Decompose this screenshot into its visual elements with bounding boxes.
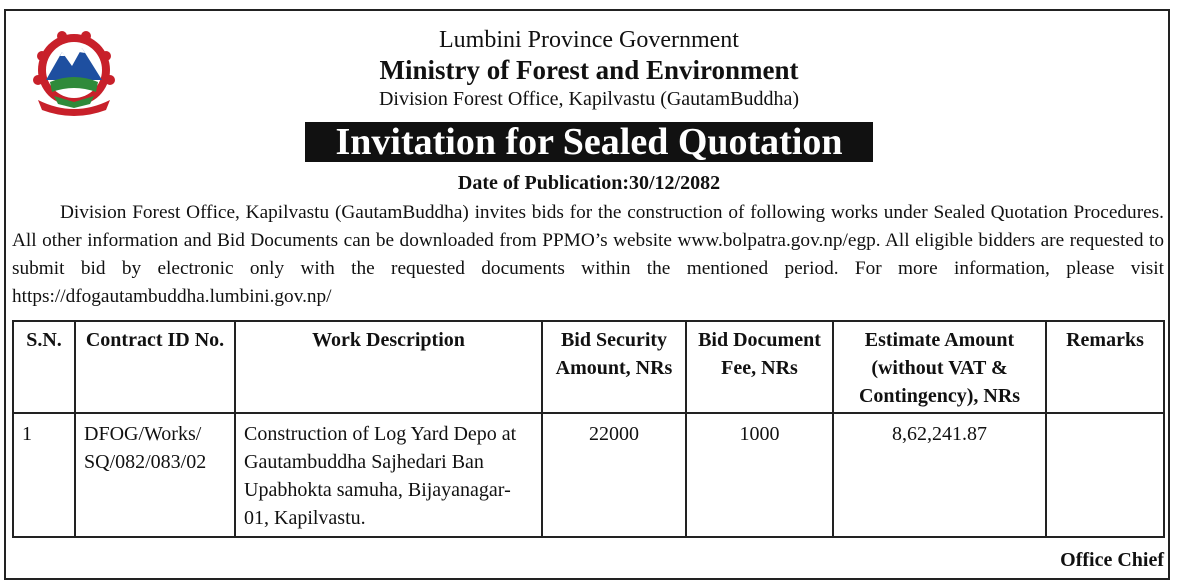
header-bid-document-fee: Bid Document Fee, NRs (686, 321, 833, 413)
notice-body-text: Division Forest Office, Kapilvastu (GautamBuddha) invites bids for the construction of following works under Sealed Quotation Procedures. All other information and Bid Documents can be downloaded from PPMO’s website www.bolpatra.gov.np/egp. All eligible bidders are requested to submit bid by electronic only with the requested documents within the mentioned period. For more information, please visit https://dfogautambuddha.lumbini.gov.np/ (12, 202, 1164, 307)
notice-title: Invitation for Sealed Quotation (305, 122, 873, 162)
cell-estimate-amount: 8,62,241.87 (833, 413, 1046, 537)
table-row (13, 413, 1164, 537)
cell-sn: 1 (13, 413, 75, 537)
cell-bid-document-fee: 1000 (686, 413, 833, 537)
notice-body (12, 199, 1164, 311)
cell-work-description: Construction of Log Yard Depo at Gautambuddha Sajhedari Ban Upabhokta samuha, Bijayanagar-01, Kapilvastu. (235, 413, 542, 537)
header-contract-id: Contract ID No. (75, 321, 235, 413)
office-name: Division Forest Office, Kapilvastu (GautamBuddha) (378, 88, 800, 110)
government-name: Lumbini Province Government (439, 27, 739, 53)
header-remarks: Remarks (1046, 321, 1164, 413)
bid-table (12, 320, 1165, 538)
cell-bid-security: 22000 (542, 413, 686, 537)
publication-date: Date of Publication:30/12/2082 (457, 172, 721, 194)
header-sn: S.N. (13, 321, 75, 413)
ministry-name: Ministry of Forest and Environment (379, 55, 799, 85)
table-header-row (13, 321, 1164, 413)
signature-office-chief: Office Chief (1060, 549, 1164, 571)
cell-contract-id: DFOG/Works/ SQ/082/083/02 (75, 413, 235, 537)
header-bid-security: Bid Security Amount, NRs (542, 321, 686, 413)
cell-remarks (1046, 413, 1164, 537)
header-estimate-amount: Estimate Amount (without VAT & Contingency), NRs (833, 321, 1046, 413)
header-work-description: Work Description (235, 321, 542, 413)
